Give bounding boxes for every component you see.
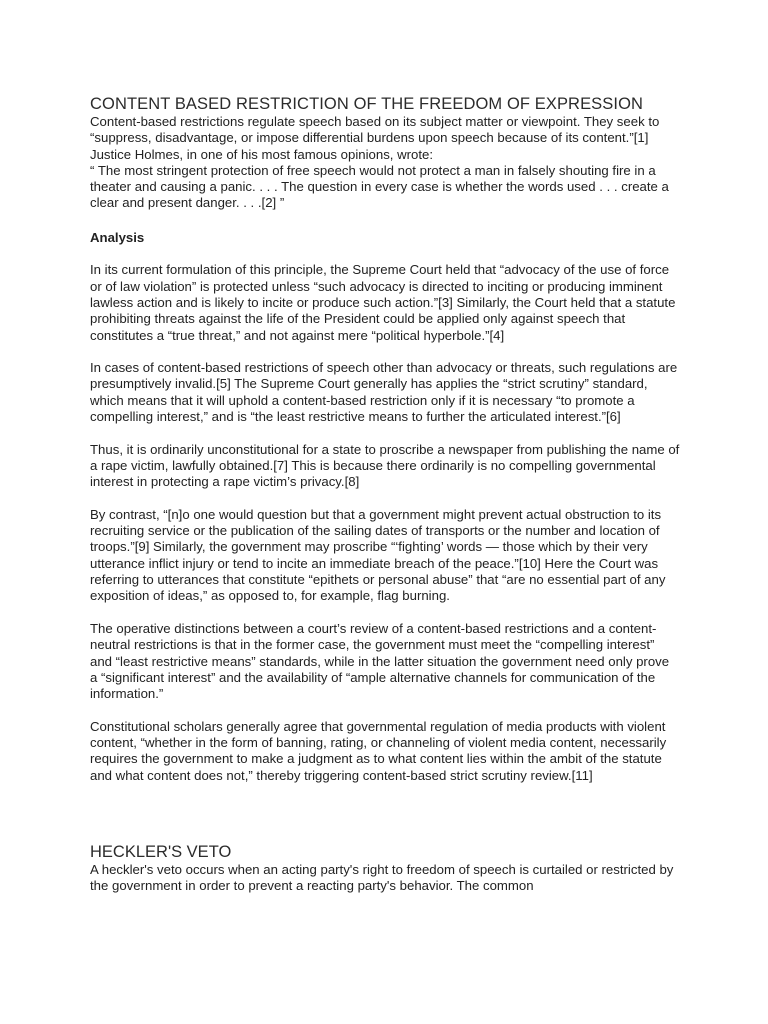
section-title: CONTENT BASED RESTRICTION OF THE FREEDOM OF EXPRESSION — [90, 95, 644, 113]
analysis-paragraph: In its current formulation of this principle, the Supreme Court held that “advocacy of the use of force or of law violation” is protected unless “such advocacy is directed to inciting or producing imminent lawless action and is likely to incite or produce such action.”[3] Similarly, the Court held that a statute prohibiting threats against the life of the President could be applied only against speech that constitutes a “true threat,” and not against mere “political hyperbole.”[4] — [90, 262, 676, 343]
analysis-paragraph: By contrast, “[n]o one would question but that a government might prevent actual obstruction to its recruiting service or the publication of the sailing dates of transports or the number and location of troops.”[9] Similarly, the government may proscribe “‘fighting’ words — those which by their very utterance inflict injury or tend to incite an immediate breach of the peace.”[10] Here the Court was referring to utterances that constitute “epithets or personal abuse” that “are no essential part of any exposition of ideas,” as opposed to, for example, flag burning. — [90, 506, 666, 604]
analysis-heading: Analysis — [90, 229, 145, 245]
document-page — [90, 94, 680, 894]
intro-paragraph: Content-based restrictions regulate speech based on its subject matter or viewpoint. They seek to “suppress, disadvantage, or impose differential burdens upon speech because of its content.”[1] Justice Holmes, in one of his most famous opinions, wrote: — [90, 114, 660, 162]
hecklers-veto-title: HECKLER'S VETO — [90, 842, 232, 861]
analysis-paragraph: In cases of content-based restrictions of speech other than advocacy or threats, such regulations are presumptively invalid.[5] The Supreme Court generally has applies the “strict scrutiny” standard, which means that it will uphold a content-based restriction only if it is necessary “to promote a compelling interest,” and is “the least restrictive means to further the articulated interest.”[6] — [90, 360, 678, 425]
analysis-paragraph: Thus, it is ordinarily unconstitutional for a state to proscribe a newspaper from publishing the name of a rape victim, lawfully obtained.[7] This is because there ordinarily is no compelling governmental interest in protecting a rape victim’s privacy.[8] — [90, 441, 680, 490]
holmes-quote: “ The most stringent protection of free speech would not protect a man in falsely shouting fire in a theater and causing a panic. . . . The question in every case is whether the words used . . . create a clear and present danger. . . .[2] ” — [90, 162, 669, 211]
analysis-paragraph: The operative distinctions between a court’s review of a content-based restrictions and a content-neutral restrictions is that in the former case, the government must meet the “compelling interest” and “least restrictive means” standards, while in the latter situation the government need only prove a “significant interest” and the availability of “ample alternative channels for communication of the information.” — [90, 620, 670, 702]
hecklers-veto-intro: A heckler's veto occurs when an acting party's right to freedom of speech is curtailed or restricted by the government in order to prevent a reacting party's behavior. The common — [90, 861, 674, 894]
analysis-paragraph: Constitutional scholars generally agree that governmental regulation of media products with violent content, “whether in the form of banning, rating, or channeling of violent media content, necessarily requires the government to make a judgment as to what content lies within the ambit of the statute and what content does not,” thereby triggering content-based strict scrutiny review.[11] — [90, 718, 667, 783]
